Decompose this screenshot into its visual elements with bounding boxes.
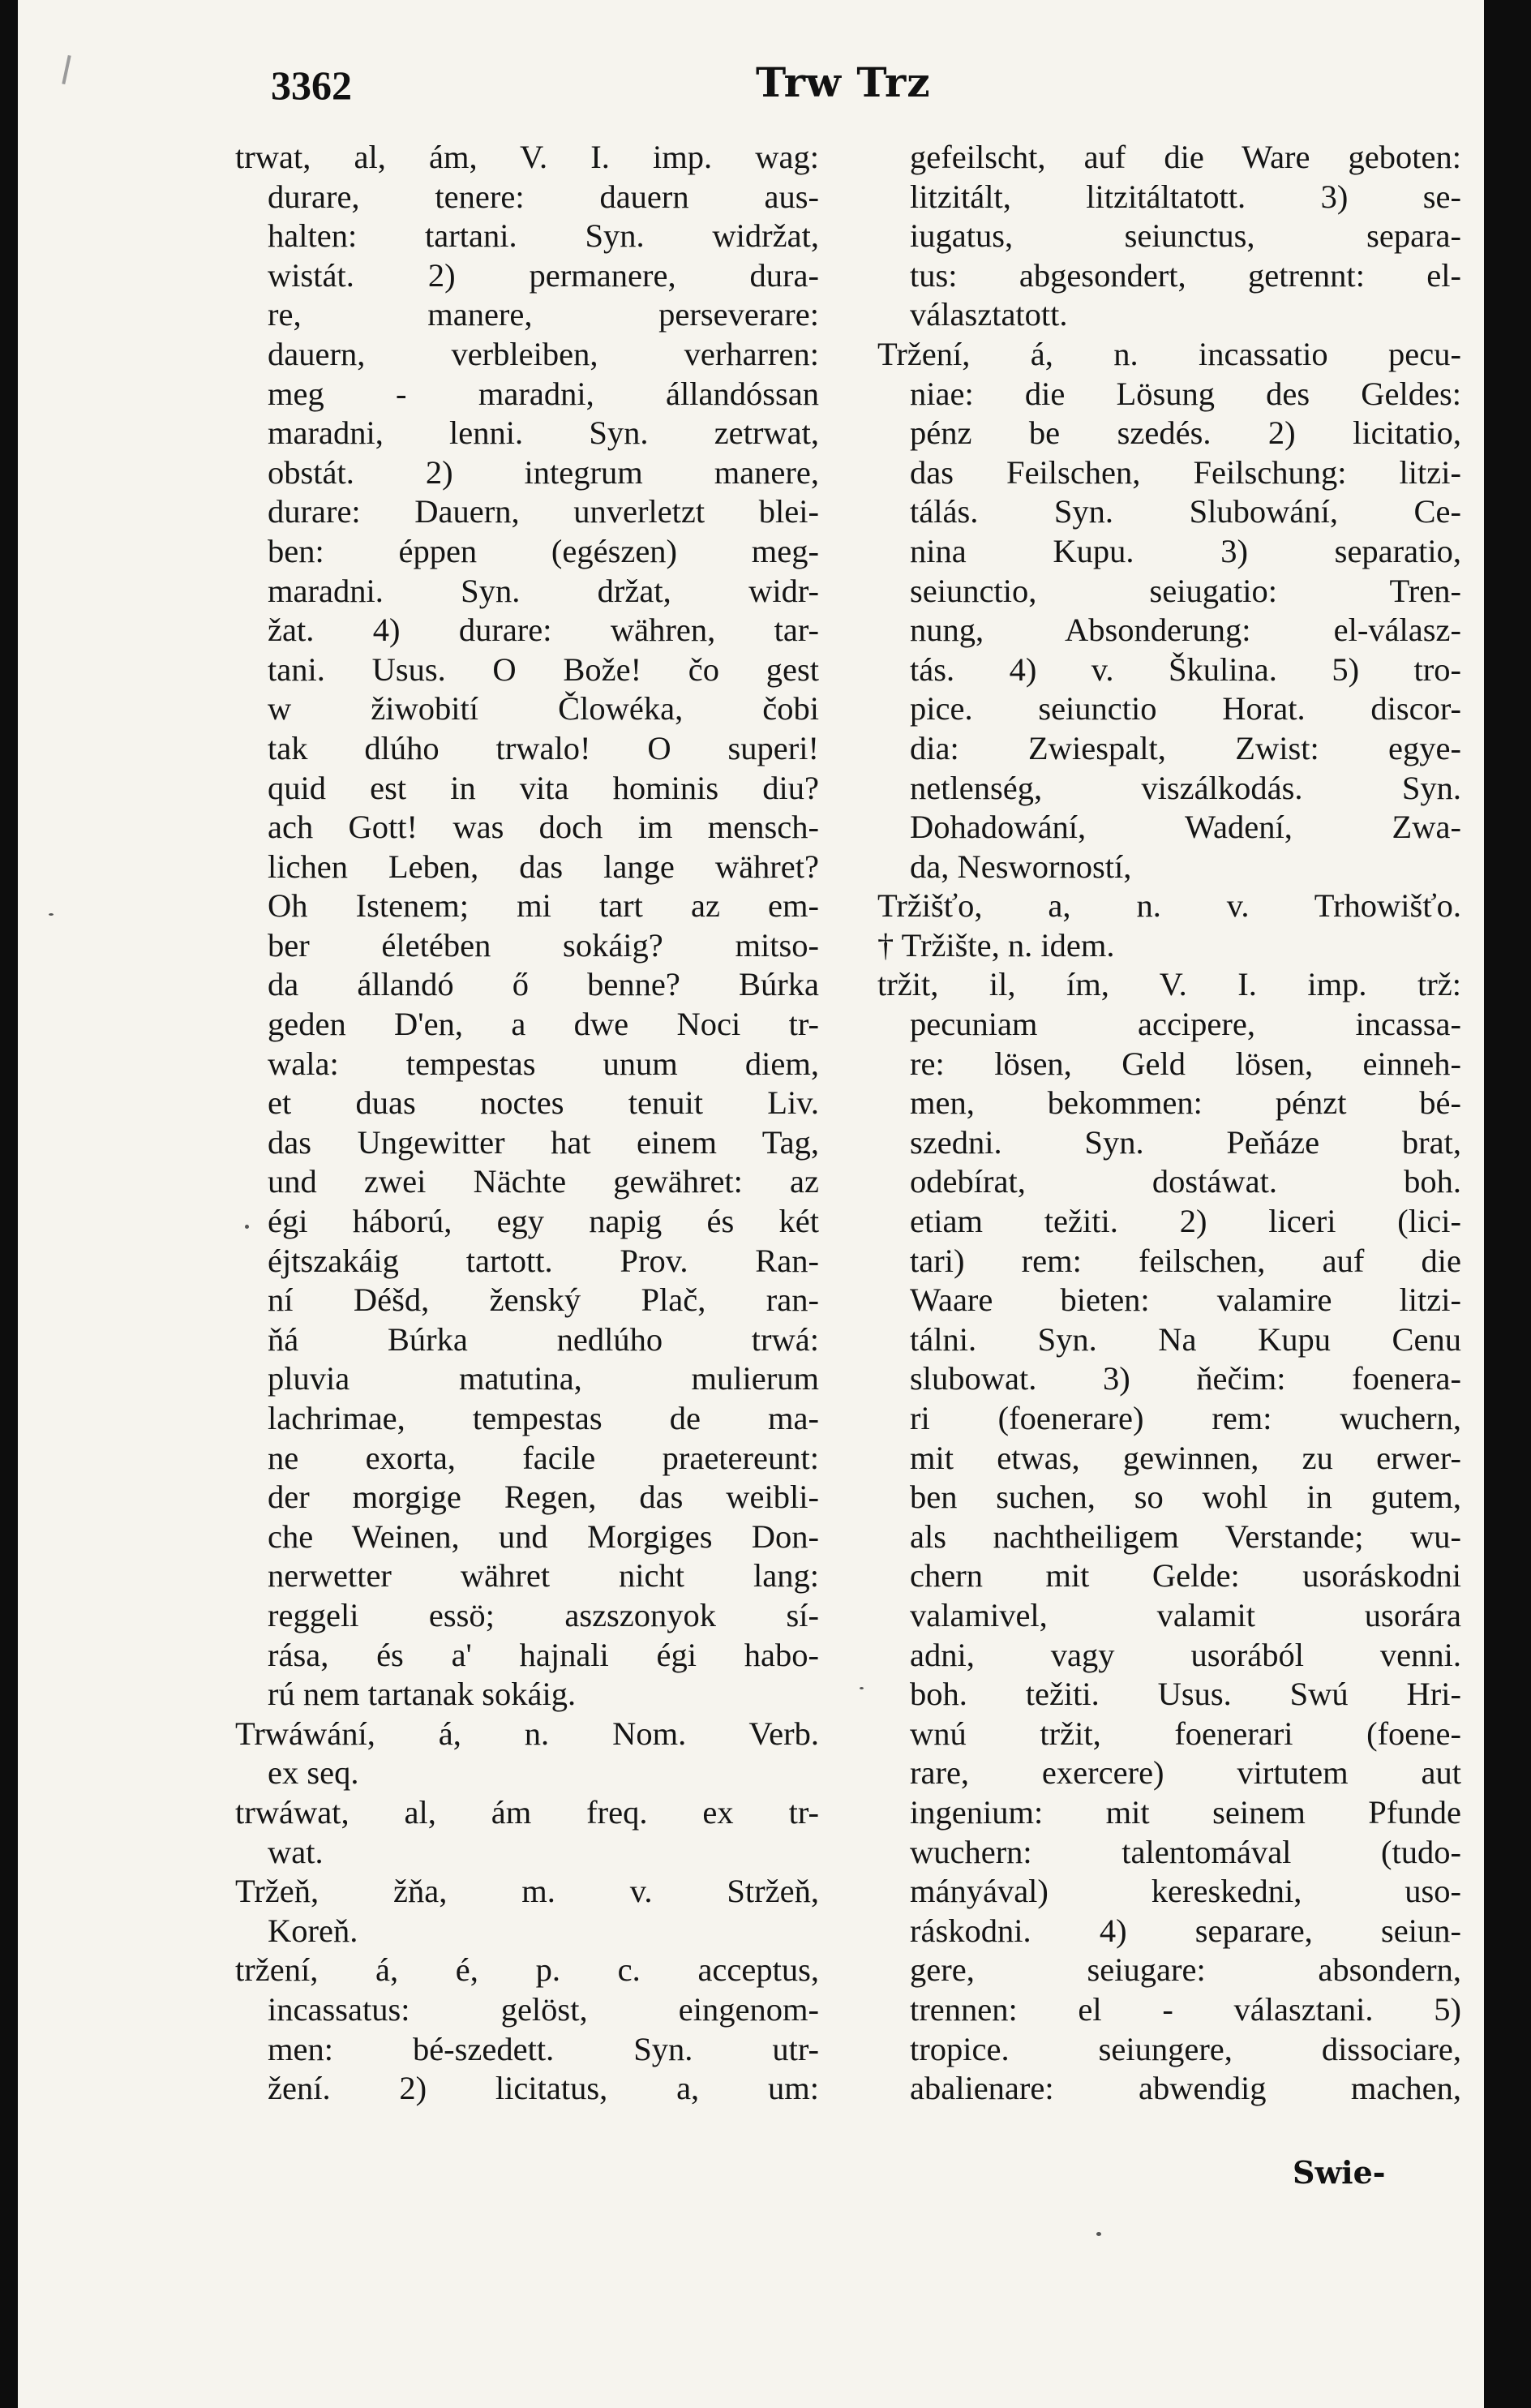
- dictionary-line: dauern, verbleiben, verharren:: [268, 335, 819, 372]
- dictionary-line: da, Nesworností,: [910, 848, 1132, 885]
- dictionary-line: nung, Absonderung: el-válasz-: [910, 612, 1461, 649]
- dictionary-line: Tržeň, žňa, m. v. Stržeň,: [235, 1873, 819, 1910]
- dictionary-line: Oh Istenem; mi tart az em-: [268, 887, 819, 925]
- dictionary-line: tropice. seiungere, dissociare,: [910, 2030, 1461, 2067]
- dictionary-line: slubowat. 3) ňečim: foenera-: [910, 1360, 1461, 1397]
- dictionary-line: pluvia matutina, mulierum: [268, 1360, 819, 1397]
- right-column: [877, 138, 1461, 2109]
- dictionary-line: tak dlúho trwalo! O superi!: [268, 729, 819, 766]
- dictionary-line: nerwetter währet nicht lang:: [268, 1557, 819, 1595]
- dictionary-line: etiam težiti. 2) liceri (lici-: [910, 1203, 1461, 1240]
- dictionary-line: gefeilscht, auf die Ware geboten:: [910, 139, 1461, 175]
- dictionary-line: žení. 2) licitatus, a, um:: [268, 2070, 819, 2107]
- dictionary-line: trennen: el - választani. 5): [910, 1990, 1461, 2028]
- dictionary-line: reggeli essö; aszszonyok sí-: [268, 1596, 819, 1633]
- dictionary-line: ber életében sokáig? mitso-: [268, 926, 819, 964]
- dictionary-line: w žiwobití Člowéka, čobi: [268, 690, 819, 728]
- dictionary-line: als nachtheiligem Verstande; wu-: [910, 1517, 1461, 1555]
- dictionary-line: tani. Usus. O Bože! čo gest: [268, 650, 819, 688]
- dictionary-line: tás. 4) v. Škulina. 5) tro-: [910, 650, 1461, 688]
- dictionary-line: rása, és a' hajnali égi habo-: [268, 1636, 819, 1673]
- print-speck: [245, 1225, 249, 1229]
- dictionary-line: maradni, lenni. Syn. zetrwat,: [268, 414, 819, 452]
- dictionary-line: ráskodni. 4) separare, seiun-: [910, 1912, 1461, 1949]
- dictionary-line: da állandó ő benne? Búrka: [268, 966, 819, 1003]
- dictionary-line: wuchern: talentomával (tudo-: [910, 1833, 1461, 1870]
- dictionary-line: gere, seiugare: absondern,: [910, 1951, 1461, 1989]
- dictionary-line: szedni. Syn. Peňáze brat,: [910, 1123, 1461, 1161]
- print-speck: [860, 1687, 864, 1689]
- dictionary-line: Koreň.: [268, 1912, 358, 1949]
- dictionary-line: seiunctio, seiugatio: Tren-: [910, 572, 1461, 609]
- dictionary-line: wnú tržit, foenerari (foene-: [910, 1715, 1461, 1752]
- dictionary-line: odebírat, dostáwat. boh.: [910, 1163, 1461, 1200]
- dictionary-line: Tržišťo, a, n. v. Trhowišťo.: [877, 887, 1461, 925]
- dictionary-line: trwáwat, al, ám freq. ex tr-: [235, 1793, 819, 1831]
- dictionary-line: ben suchen, so wohl in gutem,: [910, 1479, 1461, 1516]
- print-speck: [49, 913, 54, 916]
- dictionary-line: valamivel, valamit usorára: [910, 1596, 1461, 1633]
- dictionary-line: re, manere, perseverare:: [268, 296, 819, 333]
- dictionary-line: ben: éppen (egészen) meg-: [268, 532, 819, 569]
- dictionary-line: pénz be szedés. 2) licitatio,: [910, 414, 1461, 452]
- dictionary-line: incassatus: gelöst, eingenom-: [268, 1990, 819, 2028]
- dictionary-line: niae: die Lösung des Geldes:: [910, 375, 1461, 412]
- dictionary-line: geden D'en, a dwe Noci tr-: [268, 1006, 819, 1043]
- dictionary-line: égi háború, egy napig és két: [268, 1203, 819, 1240]
- running-head: [18, 47, 1484, 112]
- dictionary-line: rare, exercere) virtutem aut: [910, 1754, 1461, 1792]
- dictionary-line: et duas noctes tenuit Liv.: [268, 1084, 819, 1122]
- dictionary-line: der morgige Regen, das weibli-: [268, 1479, 819, 1516]
- dictionary-line: ne exorta, facile praetereunt:: [268, 1439, 819, 1476]
- dictionary-line: † Tržište, n. idem.: [877, 926, 1115, 964]
- dictionary-line: választatott.: [910, 296, 1068, 333]
- dictionary-line: quid est in vita hominis diu?: [268, 769, 819, 806]
- dictionary-line: ingenium: mit seinem Pfunde: [910, 1793, 1461, 1831]
- dictionary-line: und zwei Nächte gewähret: az: [268, 1163, 819, 1200]
- dictionary-line: re: lösen, Geld lösen, einneh-: [910, 1045, 1461, 1082]
- dictionary-line: žat. 4) durare: währen, tar-: [268, 612, 819, 649]
- dictionary-line: éjtszakáig tartott. Prov. Ran-: [268, 1242, 819, 1279]
- dictionary-page: [18, 0, 1484, 2408]
- dictionary-line: iugatus, seiunctus, separa-: [910, 217, 1461, 255]
- dictionary-line: durare, tenere: dauern aus-: [268, 178, 819, 215]
- dictionary-line: das Feilschen, Feilschung: litzi-: [910, 453, 1461, 491]
- dictionary-line: tálás. Syn. Slubowání, Ce-: [910, 493, 1461, 530]
- dictionary-line: Trwáwání, á, n. Nom. Verb.: [235, 1715, 819, 1752]
- dictionary-line: men, bekommen: pénzt bé-: [910, 1084, 1461, 1122]
- catchword: Swie-: [1293, 2154, 1386, 2191]
- dictionary-line: tálni. Syn. Na Kupu Cenu: [910, 1320, 1461, 1358]
- dictionary-line: tus: abgesondert, getrennt: el-: [910, 256, 1461, 294]
- dictionary-line: durare: Dauern, unverletzt blei-: [268, 493, 819, 530]
- dictionary-line: trwat, al, ám, V. I. imp. wag:: [235, 139, 819, 175]
- dictionary-line: che Weinen, und Morgiges Don-: [268, 1517, 819, 1555]
- dictionary-line: pecuniam accipere, incassa-: [910, 1006, 1461, 1043]
- dictionary-line: abalienare: abwendig machen,: [910, 2070, 1461, 2107]
- dictionary-line: men: bé-szedett. Syn. utr-: [268, 2030, 819, 2067]
- page-number: 3362: [271, 62, 352, 108]
- dictionary-line: ach Gott! was doch im mensch-: [268, 809, 819, 846]
- dictionary-line: ňá Búrka nedlúho trwá:: [268, 1320, 819, 1358]
- dictionary-line: ex seq.: [268, 1754, 359, 1792]
- dictionary-line: Waare bieten: valamire litzi-: [910, 1281, 1461, 1319]
- dictionary-line: rú nem tartanak sokáig.: [268, 1676, 577, 1713]
- dictionary-line: pice. seiunctio Horat. discor-: [910, 690, 1461, 728]
- dictionary-line: litzitált, litzitáltatott. 3) se-: [910, 178, 1461, 215]
- dictionary-line: wat.: [268, 1833, 324, 1870]
- guide-words: Trw Trz: [756, 58, 931, 106]
- dictionary-line: nina Kupu. 3) separatio,: [910, 532, 1461, 569]
- dictionary-line: mit etwas, gewinnen, zu erwer-: [910, 1439, 1461, 1476]
- dictionary-line: maradni. Syn. držat, widr-: [268, 572, 819, 609]
- dictionary-line: dia: Zwiespalt, Zwist: egye-: [910, 729, 1461, 766]
- dictionary-line: tari) rem: feilschen, auf die: [910, 1242, 1461, 1279]
- dictionary-line: mányával) kereskedni, uso-: [910, 1873, 1461, 1910]
- dictionary-line: ri (foenerare) rem: wuchern,: [910, 1400, 1461, 1436]
- dictionary-line: meg - maradni, állandóssan: [268, 375, 819, 412]
- dictionary-line: netlenség, viszálkodás. Syn.: [910, 769, 1461, 806]
- dictionary-line: tržit, il, ím, V. I. imp. trž:: [877, 966, 1461, 1003]
- dictionary-line: adni, vagy usorából venni.: [910, 1636, 1461, 1673]
- dictionary-line: tržení, á, é, p. c. acceptus,: [235, 1951, 819, 1989]
- dictionary-line: das Ungewitter hat einem Tag,: [268, 1123, 819, 1161]
- dictionary-line: obstát. 2) integrum manere,: [268, 453, 819, 491]
- print-speck: [1096, 2232, 1101, 2236]
- dictionary-line: lachrimae, tempestas de ma-: [268, 1400, 819, 1436]
- left-column: [235, 138, 819, 2109]
- dictionary-line: Dohadowání, Wadení, Zwa-: [910, 809, 1461, 846]
- dictionary-line: wala: tempestas unum diem,: [268, 1045, 819, 1082]
- dictionary-line: halten: tartani. Syn. widržat,: [268, 217, 819, 255]
- dictionary-line: chern mit Gelde: usoráskodni: [910, 1557, 1461, 1595]
- dictionary-line: Tržení, á, n. incassatio pecu-: [877, 335, 1461, 372]
- dictionary-line: lichen Leben, das lange währet?: [268, 848, 819, 885]
- dictionary-line: boh. težiti. Usus. Swú Hri-: [910, 1676, 1461, 1713]
- dictionary-line: wistát. 2) permanere, dura-: [268, 256, 819, 294]
- dictionary-line: ní Déšd, ženský Plač, ran-: [268, 1281, 819, 1319]
